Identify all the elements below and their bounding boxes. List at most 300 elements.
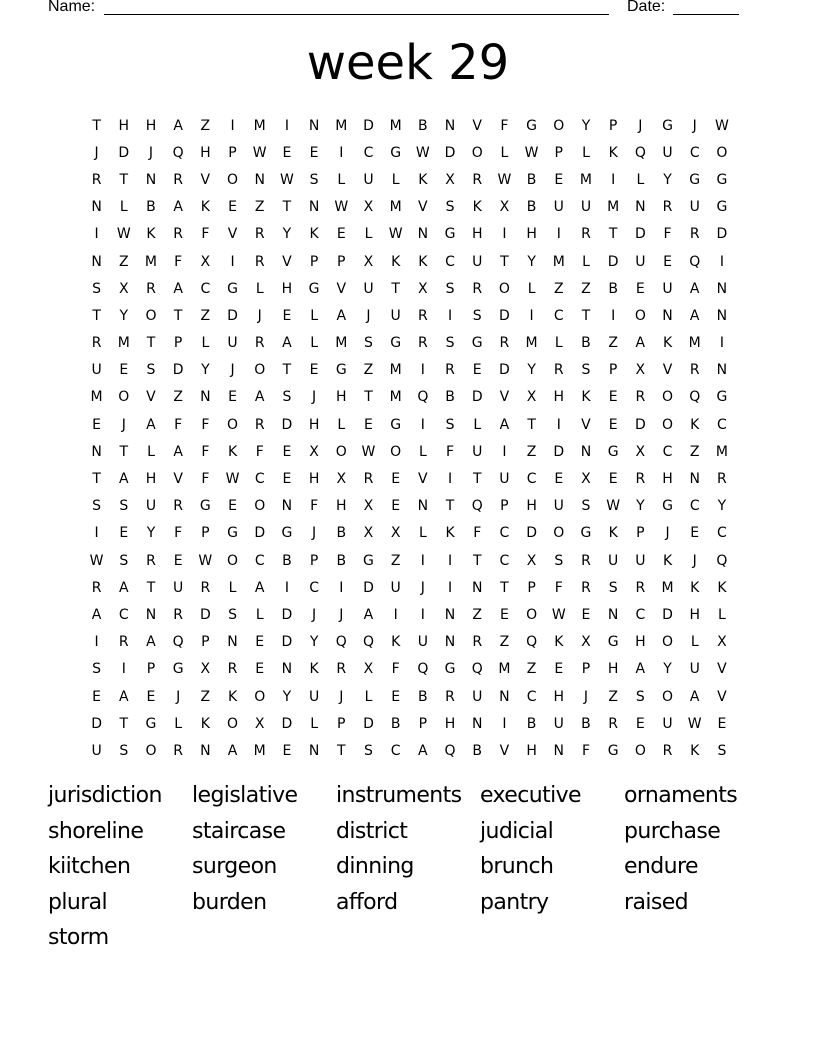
grid-cell[interactable]: N (281, 661, 293, 678)
grid-cell[interactable]: W (279, 171, 294, 188)
grid-cell[interactable]: V (282, 253, 292, 270)
grid-cell[interactable]: X (526, 389, 537, 406)
grid-cell[interactable]: E (92, 416, 102, 433)
date-blank-line[interactable] (673, 14, 739, 15)
grid-cell[interactable]: S (635, 688, 645, 705)
grid-cell[interactable]: B (581, 335, 591, 352)
grid-cell[interactable]: I (611, 307, 616, 324)
grid-cell[interactable]: G (281, 525, 293, 542)
grid-cell[interactable]: I (556, 416, 561, 433)
grid-cell[interactable]: D (444, 144, 456, 161)
grid-cell[interactable]: M (688, 335, 701, 352)
grid-cell[interactable]: C (526, 688, 537, 705)
grid-cell[interactable]: F (663, 226, 672, 243)
grid-cell[interactable]: C (499, 552, 510, 569)
grid-cell[interactable]: G (444, 226, 456, 243)
grid-cell[interactable]: J (692, 117, 697, 134)
grid-cell[interactable]: S (282, 389, 292, 406)
grid-cell[interactable]: R (499, 335, 510, 352)
grid-cell[interactable]: C (445, 253, 455, 270)
grid-cell[interactable]: S (581, 498, 591, 515)
grid-cell[interactable]: H (526, 742, 537, 759)
grid-cell[interactable]: Z (118, 253, 129, 270)
grid-cell[interactable]: B (526, 171, 537, 188)
grid-cell[interactable]: L (364, 688, 373, 705)
grid-cell[interactable]: A (689, 307, 700, 324)
grid-cell[interactable]: Y (663, 661, 672, 678)
grid-cell[interactable]: E (336, 226, 346, 243)
grid-cell[interactable]: J (312, 525, 317, 542)
grid-cell[interactable]: D (553, 443, 565, 460)
grid-cell[interactable]: G (607, 443, 619, 460)
grid-cell[interactable]: I (284, 579, 289, 596)
grid-cell[interactable]: N (635, 199, 646, 216)
grid-cell[interactable]: R (173, 171, 184, 188)
grid-cell[interactable]: O (254, 362, 266, 379)
grid-cell[interactable]: R (91, 335, 102, 352)
grid-cell[interactable]: Z (390, 552, 401, 569)
grid-cell[interactable]: N (716, 362, 728, 379)
grid-cell[interactable]: H (662, 471, 673, 488)
grid-cell[interactable]: J (230, 362, 235, 379)
grid-cell[interactable]: X (363, 498, 374, 515)
grid-cell[interactable]: E (581, 606, 591, 623)
grid-cell[interactable]: B (526, 199, 537, 216)
grid-cell[interactable]: E (391, 471, 401, 488)
grid-cell[interactable]: C (499, 525, 510, 542)
grid-cell[interactable]: I (529, 307, 534, 324)
grid-cell[interactable]: X (390, 525, 401, 542)
grid-cell[interactable]: F (201, 416, 210, 433)
grid-cell[interactable]: I (502, 443, 507, 460)
grid-cell[interactable]: E (717, 715, 727, 732)
grid-cell[interactable]: R (336, 661, 347, 678)
grid-cell[interactable]: U (662, 715, 673, 732)
grid-cell[interactable]: I (502, 715, 507, 732)
grid-cell[interactable]: M (389, 199, 402, 216)
grid-cell[interactable]: E (92, 688, 102, 705)
grid-cell[interactable]: Q (172, 634, 184, 651)
grid-cell[interactable]: D (227, 307, 238, 324)
grid-cell[interactable]: K (581, 389, 591, 406)
grid-cell[interactable]: N (444, 117, 456, 134)
grid-cell[interactable]: I (94, 525, 99, 542)
grid-cell[interactable]: E (663, 253, 672, 270)
grid-cell[interactable]: L (201, 335, 210, 352)
grid-cell[interactable]: S (554, 552, 564, 569)
grid-cell[interactable]: U (417, 634, 428, 651)
grid-cell[interactable]: E (309, 362, 319, 379)
grid-cell[interactable]: O (498, 280, 510, 297)
grid-cell[interactable]: A (173, 117, 183, 134)
grid-cell[interactable]: J (176, 688, 181, 705)
grid-cell[interactable]: E (608, 471, 618, 488)
grid-cell[interactable]: F (255, 443, 264, 460)
grid-cell[interactable]: N (254, 171, 265, 188)
grid-cell[interactable]: V (472, 117, 482, 134)
grid-cell[interactable]: P (309, 253, 319, 270)
grid-cell[interactable]: P (581, 661, 591, 678)
grid-cell[interactable]: H (471, 226, 483, 243)
grid-cell[interactable]: L (174, 715, 183, 732)
grid-cell[interactable]: U (662, 280, 673, 297)
grid-cell[interactable]: B (336, 552, 347, 569)
grid-cell[interactable]: Q (689, 389, 701, 406)
grid-cell[interactable]: X (499, 199, 510, 216)
grid-cell[interactable]: U (91, 362, 102, 379)
grid-cell[interactable]: T (608, 226, 618, 243)
grid-cell[interactable]: G (390, 416, 402, 433)
grid-cell[interactable]: S (92, 661, 102, 678)
grid-cell[interactable]: R (254, 416, 265, 433)
grid-cell[interactable]: U (472, 443, 483, 460)
grid-cell[interactable]: S (364, 335, 373, 352)
grid-cell[interactable]: O (145, 307, 157, 324)
grid-cell[interactable]: A (254, 389, 265, 406)
grid-cell[interactable]: C (254, 552, 265, 569)
grid-cell[interactable]: H (553, 688, 565, 705)
grid-cell[interactable]: W (687, 715, 702, 732)
grid-cell[interactable]: A (118, 688, 129, 705)
grid-cell[interactable]: I (339, 579, 344, 596)
grid-cell[interactable]: M (90, 389, 103, 406)
grid-cell[interactable]: V (173, 471, 183, 488)
grid-cell[interactable]: M (552, 253, 565, 270)
grid-cell[interactable]: X (363, 525, 374, 542)
grid-cell[interactable]: P (608, 117, 618, 134)
grid-cell[interactable]: R (472, 171, 483, 188)
grid-cell[interactable]: T (500, 579, 509, 596)
grid-cell[interactable]: F (310, 498, 319, 515)
grid-cell[interactable]: M (661, 579, 674, 596)
grid-cell[interactable]: C (717, 525, 727, 542)
grid-cell[interactable]: M (117, 335, 130, 352)
grid-cell[interactable]: Z (526, 661, 537, 678)
grid-cell[interactable]: R (717, 471, 727, 488)
grid-cell[interactable]: D (172, 362, 184, 379)
grid-cell[interactable]: K (690, 742, 700, 759)
grid-cell[interactable]: X (526, 552, 537, 569)
grid-cell[interactable]: I (420, 362, 425, 379)
grid-cell[interactable]: O (227, 416, 239, 433)
grid-cell[interactable]: E (472, 362, 482, 379)
grid-cell[interactable]: O (227, 171, 239, 188)
grid-cell[interactable]: K (200, 715, 210, 732)
grid-cell[interactable]: R (662, 742, 673, 759)
grid-cell[interactable]: J (94, 144, 99, 161)
grid-cell[interactable]: K (690, 416, 700, 433)
grid-cell[interactable]: O (145, 742, 157, 759)
grid-cell[interactable]: P (500, 498, 509, 515)
grid-cell[interactable]: T (92, 471, 101, 488)
grid-cell[interactable]: J (339, 606, 344, 623)
grid-cell[interactable]: A (173, 280, 183, 297)
grid-cell[interactable]: E (608, 389, 618, 406)
grid-cell[interactable]: X (118, 280, 129, 297)
grid-cell[interactable]: X (363, 199, 374, 216)
grid-cell[interactable]: G (444, 661, 456, 678)
grid-cell[interactable]: S (472, 307, 482, 324)
grid-cell[interactable]: F (391, 661, 400, 678)
grid-cell[interactable]: J (692, 552, 697, 569)
grid-cell[interactable]: Z (254, 199, 265, 216)
grid-cell[interactable]: W (89, 552, 104, 569)
grid-cell[interactable]: N (444, 606, 456, 623)
grid-cell[interactable]: W (116, 226, 131, 243)
grid-cell[interactable]: E (228, 199, 237, 216)
grid-cell[interactable]: G (526, 117, 538, 134)
grid-cell[interactable]: X (445, 171, 455, 188)
grid-cell[interactable]: Y (309, 634, 319, 651)
grid-cell[interactable]: T (146, 335, 156, 352)
grid-cell[interactable]: D (716, 226, 728, 243)
grid-cell[interactable]: N (200, 389, 211, 406)
grid-cell[interactable]: Y (527, 362, 536, 379)
grid-cell[interactable]: E (391, 498, 401, 515)
grid-cell[interactable]: C (254, 471, 265, 488)
grid-cell[interactable]: X (635, 443, 646, 460)
grid-cell[interactable]: N (471, 579, 483, 596)
grid-cell[interactable]: W (551, 606, 566, 623)
grid-cell[interactable]: S (309, 171, 319, 188)
grid-cell[interactable]: E (608, 416, 618, 433)
grid-cell[interactable]: R (581, 226, 591, 243)
grid-cell[interactable]: P (554, 144, 563, 161)
grid-cell[interactable]: F (554, 579, 563, 596)
grid-cell[interactable]: R (553, 362, 564, 379)
grid-cell[interactable]: A (91, 606, 102, 623)
grid-cell[interactable]: P (146, 661, 156, 678)
grid-cell[interactable]: T (472, 471, 482, 488)
grid-cell[interactable]: R (91, 579, 102, 596)
grid-cell[interactable]: I (420, 606, 425, 623)
grid-cell[interactable]: I (94, 226, 99, 243)
grid-cell[interactable]: C (390, 742, 401, 759)
grid-cell[interactable]: E (255, 634, 265, 651)
grid-cell[interactable]: Y (663, 171, 672, 188)
grid-cell[interactable]: A (363, 606, 374, 623)
grid-cell[interactable]: R (417, 335, 428, 352)
grid-cell[interactable]: E (554, 661, 564, 678)
grid-cell[interactable]: E (554, 471, 564, 488)
grid-cell[interactable]: N (553, 742, 565, 759)
grid-cell[interactable]: S (445, 199, 455, 216)
grid-cell[interactable]: K (146, 226, 156, 243)
grid-cell[interactable]: Z (608, 688, 618, 705)
grid-cell[interactable]: L (718, 606, 726, 623)
grid-cell[interactable]: I (230, 253, 235, 270)
grid-cell[interactable]: I (719, 335, 724, 352)
grid-cell[interactable]: V (200, 171, 211, 188)
grid-cell[interactable]: Z (581, 280, 591, 297)
grid-cell[interactable]: V (499, 389, 510, 406)
grid-cell[interactable]: I (611, 171, 616, 188)
grid-cell[interactable]: G (308, 280, 320, 297)
grid-cell[interactable]: Y (527, 253, 536, 270)
grid-cell[interactable]: W (606, 498, 621, 515)
grid-cell[interactable]: K (608, 144, 618, 161)
grid-cell[interactable]: G (607, 742, 619, 759)
grid-cell[interactable]: Q (716, 552, 728, 569)
grid-cell[interactable]: R (91, 171, 102, 188)
grid-cell[interactable]: W (497, 171, 512, 188)
grid-cell[interactable]: F (201, 471, 210, 488)
grid-cell[interactable]: X (363, 253, 374, 270)
grid-cell[interactable]: N (689, 471, 700, 488)
grid-cell[interactable]: N (417, 498, 429, 515)
grid-cell[interactable]: J (148, 144, 154, 161)
grid-cell[interactable]: N (91, 443, 102, 460)
grid-cell[interactable]: C (553, 307, 564, 324)
grid-cell[interactable]: L (690, 634, 699, 651)
grid-cell[interactable]: D (607, 253, 619, 270)
grid-cell[interactable]: R (608, 715, 619, 732)
grid-cell[interactable]: U (580, 199, 592, 216)
grid-cell[interactable]: X (581, 634, 591, 651)
grid-cell[interactable]: O (227, 715, 239, 732)
grid-cell[interactable]: C (363, 144, 374, 161)
grid-cell[interactable]: K (227, 688, 238, 705)
grid-cell[interactable]: P (337, 253, 346, 270)
grid-cell[interactable]: R (472, 280, 483, 297)
grid-cell[interactable]: B (472, 742, 483, 759)
grid-cell[interactable]: L (255, 606, 264, 623)
grid-cell[interactable]: J (420, 579, 425, 596)
grid-cell[interactable]: U (173, 579, 184, 596)
grid-cell[interactable]: L (310, 307, 318, 324)
grid-cell[interactable]: A (336, 307, 347, 324)
grid-cell[interactable]: G (390, 144, 402, 161)
grid-cell[interactable]: M (525, 335, 538, 352)
grid-cell[interactable]: H (118, 117, 130, 134)
grid-cell[interactable]: D (118, 144, 130, 161)
grid-cell[interactable]: N (281, 498, 293, 515)
grid-cell[interactable]: D (281, 715, 293, 732)
grid-cell[interactable]: F (201, 443, 210, 460)
grid-cell[interactable]: W (714, 117, 729, 134)
grid-cell[interactable]: U (553, 715, 564, 732)
grid-cell[interactable]: N (444, 634, 456, 651)
grid-cell[interactable]: D (499, 362, 510, 379)
grid-cell[interactable]: Q (172, 144, 184, 161)
grid-cell[interactable]: Q (417, 389, 429, 406)
grid-cell[interactable]: T (119, 171, 129, 188)
grid-cell[interactable]: H (526, 498, 537, 515)
grid-cell[interactable]: E (635, 280, 645, 297)
grid-cell[interactable]: E (554, 171, 564, 188)
grid-cell[interactable]: J (366, 307, 371, 324)
grid-cell[interactable]: G (145, 715, 157, 732)
grid-cell[interactable]: R (581, 579, 591, 596)
grid-cell[interactable]: C (635, 606, 646, 623)
grid-cell[interactable]: P (608, 362, 618, 379)
grid-cell[interactable]: D (281, 634, 293, 651)
grid-cell[interactable]: D (499, 307, 510, 324)
grid-cell[interactable]: Q (417, 661, 429, 678)
grid-cell[interactable]: N (716, 280, 728, 297)
grid-cell[interactable]: Z (200, 688, 211, 705)
grid-cell[interactable]: X (309, 443, 319, 460)
grid-cell[interactable]: M (389, 362, 402, 379)
grid-cell[interactable]: A (689, 688, 700, 705)
grid-cell[interactable]: K (608, 525, 618, 542)
grid-cell[interactable]: K (690, 579, 700, 596)
grid-cell[interactable]: U (227, 335, 238, 352)
grid-cell[interactable]: V (227, 226, 238, 243)
grid-cell[interactable]: F (500, 117, 509, 134)
grid-cell[interactable]: V (717, 688, 727, 705)
grid-cell[interactable]: X (200, 253, 211, 270)
grid-cell[interactable]: T (173, 307, 183, 324)
grid-cell[interactable]: N (308, 742, 320, 759)
grid-cell[interactable]: E (146, 688, 156, 705)
grid-cell[interactable]: R (445, 688, 455, 705)
grid-cell[interactable]: D (254, 525, 266, 542)
grid-cell[interactable]: W (524, 144, 539, 161)
grid-cell[interactable]: I (420, 552, 425, 569)
grid-cell[interactable]: Z (173, 389, 183, 406)
grid-cell[interactable]: L (310, 335, 318, 352)
grid-cell[interactable]: N (145, 606, 157, 623)
grid-cell[interactable]: U (689, 661, 700, 678)
grid-cell[interactable]: R (254, 226, 265, 243)
grid-cell[interactable]: T (581, 307, 591, 324)
grid-cell[interactable]: K (200, 199, 210, 216)
grid-cell[interactable]: W (334, 199, 349, 216)
grid-cell[interactable]: M (144, 253, 158, 270)
grid-cell[interactable]: P (228, 144, 237, 161)
grid-cell[interactable]: N (499, 688, 510, 705)
grid-cell[interactable]: I (393, 606, 398, 623)
grid-cell[interactable]: B (608, 280, 618, 297)
grid-cell[interactable]: G (471, 335, 483, 352)
grid-cell[interactable]: Y (717, 498, 727, 515)
grid-cell[interactable]: N (308, 199, 320, 216)
grid-cell[interactable]: H (308, 471, 320, 488)
grid-cell[interactable]: B (390, 715, 401, 732)
grid-cell[interactable]: K (309, 661, 319, 678)
grid-cell[interactable]: P (636, 525, 645, 542)
grid-cell[interactable]: M (253, 117, 266, 134)
grid-cell[interactable]: Y (119, 307, 129, 324)
grid-cell[interactable]: F (174, 416, 183, 433)
grid-cell[interactable]: O (634, 307, 646, 324)
grid-cell[interactable]: B (418, 117, 428, 134)
grid-cell[interactable]: C (200, 280, 211, 297)
grid-cell[interactable]: G (227, 280, 238, 297)
grid-cell[interactable]: E (499, 606, 509, 623)
grid-cell[interactable]: I (447, 307, 453, 324)
grid-cell[interactable]: A (282, 335, 292, 352)
grid-cell[interactable]: G (227, 525, 238, 542)
grid-cell[interactable]: H (526, 226, 537, 243)
grid-cell[interactable]: A (146, 634, 156, 651)
grid-cell[interactable]: S (445, 416, 455, 433)
grid-cell[interactable]: W (388, 226, 403, 243)
grid-cell[interactable]: L (582, 253, 590, 270)
grid-cell[interactable]: F (446, 443, 455, 460)
grid-cell[interactable]: P (337, 715, 346, 732)
grid-cell[interactable]: J (583, 688, 589, 705)
grid-cell[interactable]: Q (689, 253, 701, 270)
grid-cell[interactable]: N (580, 443, 592, 460)
grid-cell[interactable]: R (635, 471, 646, 488)
grid-cell[interactable]: I (447, 579, 453, 596)
grid-cell[interactable]: N (91, 199, 102, 216)
grid-cell[interactable]: A (635, 661, 646, 678)
grid-cell[interactable]: G (716, 199, 728, 216)
grid-cell[interactable]: J (638, 117, 643, 134)
